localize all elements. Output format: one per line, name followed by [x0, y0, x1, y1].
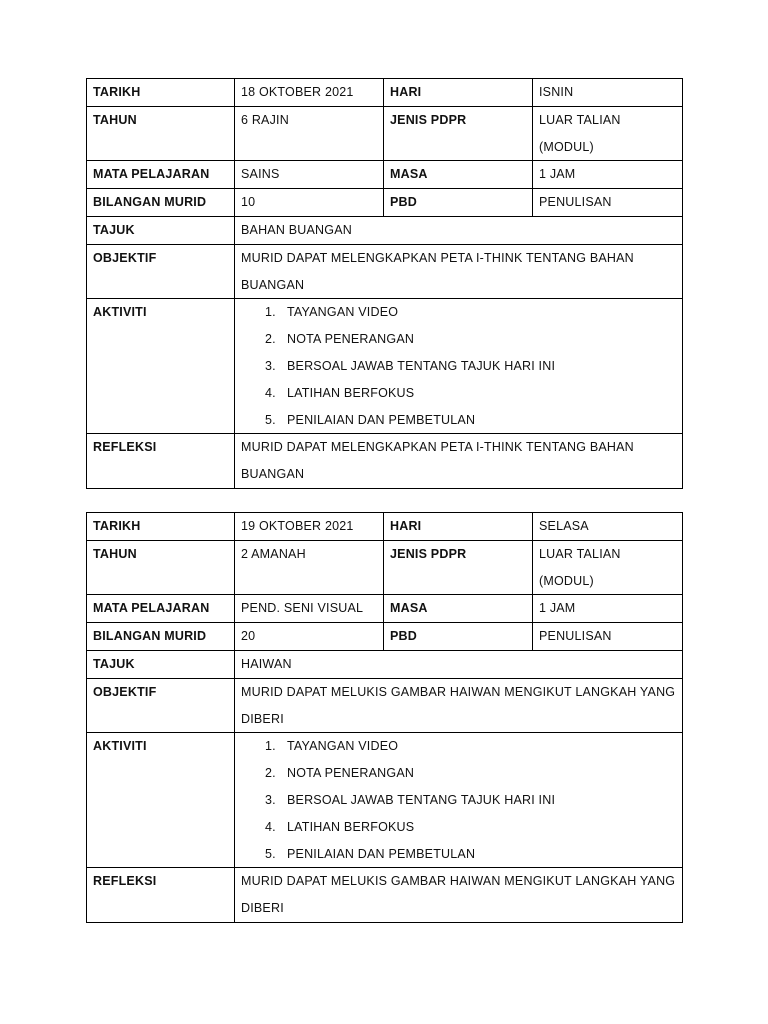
- label-aktiviti: AKTIVITI: [87, 733, 235, 868]
- activity-text: LATIHAN BERFOKUS: [287, 819, 415, 834]
- activity-text: BERSOAL JAWAB TENTANG TAJUK HARI INI: [287, 792, 556, 807]
- activity-number: 1.: [265, 739, 276, 754]
- activity-text: TAYANGAN VIDEO: [287, 305, 399, 320]
- activity-item: [241, 814, 676, 841]
- row-objektif: [87, 244, 683, 299]
- activity-item: [241, 353, 676, 380]
- value-jenis-pdpr: LUAR TALIAN (MODUL): [533, 106, 683, 161]
- row-tajuk: [87, 650, 683, 678]
- activity-item: [241, 380, 676, 407]
- row-aktiviti: [87, 299, 683, 434]
- label-bilangan-murid: BILANGAN MURID: [87, 623, 235, 651]
- lesson-plan-table: [86, 512, 683, 923]
- value-bilangan-murid: 20: [235, 623, 384, 651]
- activity-text: NOTA PENERANGAN: [287, 766, 415, 781]
- row-mata-pelajaran: [87, 161, 683, 189]
- value-tarikh: 18 OKTOBER 2021: [235, 79, 384, 107]
- value-tahun: 6 RAJIN: [235, 106, 384, 161]
- label-objektif: OBJEKTIF: [87, 244, 235, 299]
- activity-number: 4.: [265, 819, 276, 834]
- row-refleksi: [87, 434, 683, 489]
- activity-text: PENILAIAN DAN PEMBETULAN: [287, 412, 476, 427]
- label-masa: MASA: [384, 595, 533, 623]
- row-refleksi: [87, 868, 683, 923]
- label-tahun: TAHUN: [87, 106, 235, 161]
- activity-item: [241, 787, 676, 814]
- label-pbd: PBD: [384, 189, 533, 217]
- activity-list: [241, 733, 676, 867]
- activity-text: PENILAIAN DAN PEMBETULAN: [287, 846, 476, 861]
- activity-number: 4.: [265, 385, 276, 400]
- row-tahun: [87, 106, 683, 161]
- value-tarikh: 19 OKTOBER 2021: [235, 513, 384, 541]
- activity-text: BERSOAL JAWAB TENTANG TAJUK HARI INI: [287, 358, 556, 373]
- activity-text: LATIHAN BERFOKUS: [287, 385, 415, 400]
- value-masa: 1 JAM: [533, 595, 683, 623]
- label-tajuk: TAJUK: [87, 216, 235, 244]
- row-tahun: [87, 540, 683, 595]
- value-refleksi: MURID DAPAT MELUKIS GAMBAR HAIWAN MENGIKUT LANGKAH YANG DIBERI: [235, 868, 683, 923]
- activity-number: 1.: [265, 305, 276, 320]
- label-refleksi: REFLEKSI: [87, 868, 235, 923]
- activity-item: [241, 841, 676, 868]
- label-mata-pelajaran: MATA PELAJARAN: [87, 595, 235, 623]
- value-pbd: PENULISAN: [533, 623, 683, 651]
- activity-number: 3.: [265, 358, 276, 373]
- label-aktiviti: AKTIVITI: [87, 299, 235, 434]
- activity-item: [241, 733, 676, 760]
- activity-item: [241, 407, 676, 434]
- value-hari: ISNIN: [533, 79, 683, 107]
- label-masa: MASA: [384, 161, 533, 189]
- row-objektif: [87, 678, 683, 733]
- row-mata-pelajaran: [87, 595, 683, 623]
- activity-number: 2.: [265, 332, 276, 347]
- label-hari: HARI: [384, 513, 533, 541]
- label-jenis-pdpr: JENIS PDPR: [384, 540, 533, 595]
- activity-number: 3.: [265, 792, 276, 807]
- value-mata-pelajaran: PEND. SENI VISUAL: [235, 595, 384, 623]
- value-aktiviti: [235, 299, 683, 434]
- row-tarikh: [87, 79, 683, 107]
- activity-text: NOTA PENERANGAN: [287, 332, 415, 347]
- value-pbd: PENULISAN: [533, 189, 683, 217]
- label-jenis-pdpr: JENIS PDPR: [384, 106, 533, 161]
- row-bilangan-murid: [87, 623, 683, 651]
- activity-item: [241, 326, 676, 353]
- label-tahun: TAHUN: [87, 540, 235, 595]
- activity-number: 2.: [265, 766, 276, 781]
- label-tarikh: TARIKH: [87, 513, 235, 541]
- lesson-plan-table: [86, 78, 683, 489]
- row-tajuk: [87, 216, 683, 244]
- label-hari: HARI: [384, 79, 533, 107]
- value-objektif: MURID DAPAT MELENGKAPKAN PETA I-THINK TENTANG BAHAN BUANGAN: [235, 244, 683, 299]
- value-jenis-pdpr: LUAR TALIAN (MODUL): [533, 540, 683, 595]
- row-tarikh: [87, 513, 683, 541]
- row-bilangan-murid: [87, 189, 683, 217]
- label-tajuk: TAJUK: [87, 650, 235, 678]
- activity-item: [241, 299, 676, 326]
- row-aktiviti: [87, 733, 683, 868]
- label-pbd: PBD: [384, 623, 533, 651]
- activity-item: [241, 760, 676, 787]
- activity-text: TAYANGAN VIDEO: [287, 739, 399, 754]
- value-hari: SELASA: [533, 513, 683, 541]
- value-tajuk: BAHAN BUANGAN: [235, 216, 683, 244]
- value-refleksi: MURID DAPAT MELENGKAPKAN PETA I-THINK TENTANG BAHAN BUANGAN: [235, 434, 683, 489]
- activity-list: [241, 299, 676, 433]
- label-objektif: OBJEKTIF: [87, 678, 235, 733]
- value-objektif: MURID DAPAT MELUKIS GAMBAR HAIWAN MENGIKUT LANGKAH YANG DIBERI: [235, 678, 683, 733]
- label-refleksi: REFLEKSI: [87, 434, 235, 489]
- value-masa: 1 JAM: [533, 161, 683, 189]
- activity-number: 5.: [265, 412, 276, 427]
- value-tajuk: HAIWAN: [235, 650, 683, 678]
- value-tahun: 2 AMANAH: [235, 540, 384, 595]
- value-bilangan-murid: 10: [235, 189, 384, 217]
- activity-number: 5.: [265, 846, 276, 861]
- value-mata-pelajaran: SAINS: [235, 161, 384, 189]
- label-bilangan-murid: BILANGAN MURID: [87, 189, 235, 217]
- label-mata-pelajaran: MATA PELAJARAN: [87, 161, 235, 189]
- label-tarikh: TARIKH: [87, 79, 235, 107]
- value-aktiviti: [235, 733, 683, 868]
